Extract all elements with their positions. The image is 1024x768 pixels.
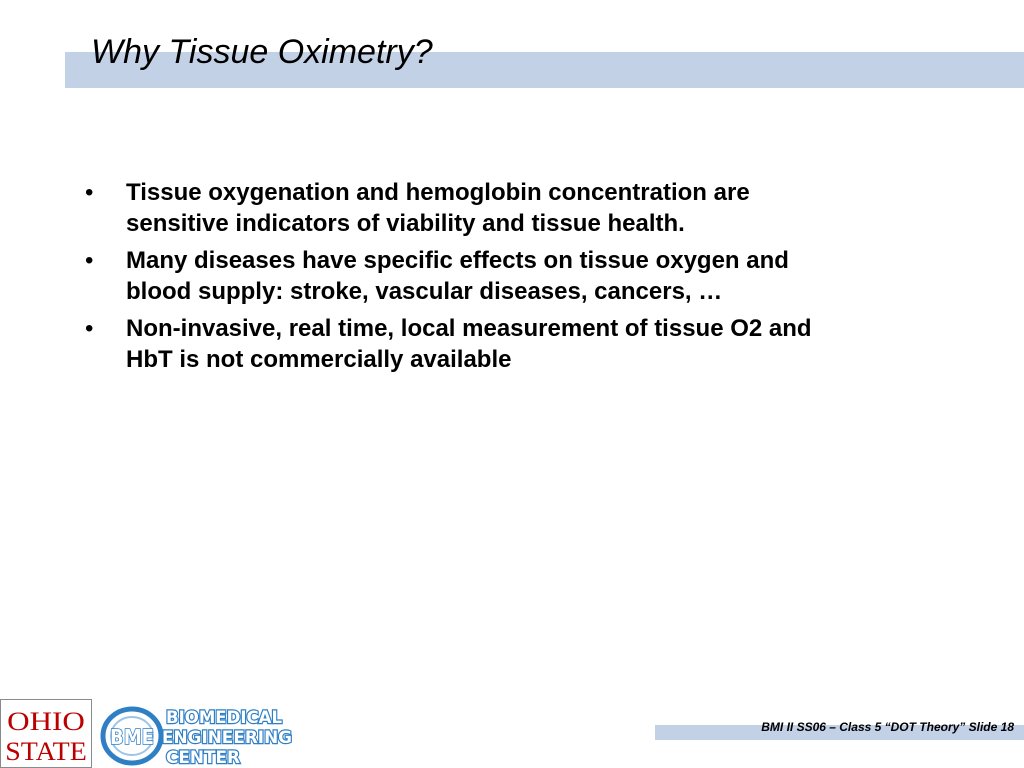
bme-logo-line2: ENGINEERING <box>162 728 292 748</box>
ohio-state-logo-line2: STATE <box>5 737 87 767</box>
bullet-item <box>85 245 825 307</box>
bullet-dot-icon: • <box>85 247 94 274</box>
bme-center-logo <box>100 702 296 768</box>
bullet-list <box>85 177 825 381</box>
bme-logo-line3: CENTER <box>166 748 240 768</box>
bullet-dot-icon: • <box>85 179 94 206</box>
slide-title: Why Tissue Oximetry? <box>91 33 433 71</box>
bullet-text: Many diseases have specific effects on tissue oxygen and blood supply: stroke, vascular diseases, cancers, … <box>126 247 789 305</box>
footer-slide-info: BMI II SS06 – Class 5 “DOT Theory” Slide 18 <box>761 720 1014 734</box>
ohio-state-logo <box>0 699 92 768</box>
bme-center-logo-graphic <box>100 702 296 768</box>
bullet-text: Non-invasive, real time, local measurement of tissue O2 and HbT is not commercially available <box>126 315 812 373</box>
ohio-state-logo-graphic <box>1 700 91 767</box>
bullet-text: Tissue oxygenation and hemoglobin concentration are sensitive indicators of viability and tissue health. <box>126 179 750 237</box>
bullet-item <box>85 177 825 239</box>
bullet-dot-icon: • <box>85 315 94 342</box>
bme-logo-line1: BIOMEDICAL <box>166 708 283 728</box>
ohio-state-logo-line1: OHIO <box>7 707 85 737</box>
bullet-item <box>85 313 825 375</box>
bme-logo-monogram: BME <box>110 725 154 749</box>
